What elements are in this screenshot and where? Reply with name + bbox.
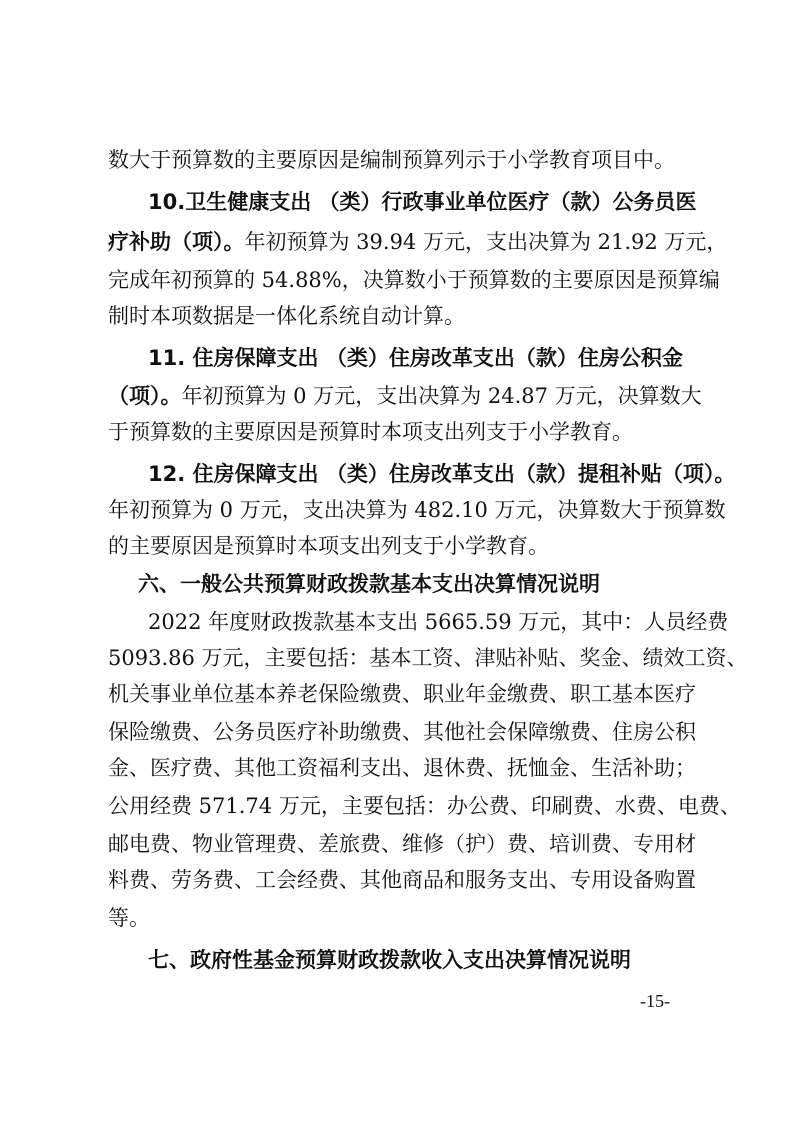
section-heading-6 xyxy=(138,566,600,602)
text-segment: 等。 xyxy=(108,906,150,930)
text-segment: 完成年初预算的 54.88%，决算数小于预算数的主要原因是预算编 xyxy=(108,268,720,292)
text-segment: 七、政府性基金预算财政拨款收入支出决算情况说明 xyxy=(148,948,631,972)
text-line xyxy=(108,714,696,750)
text-segment: 的主要原因是预算时本项支出列支于小学教育。 xyxy=(108,534,549,558)
text-line xyxy=(108,788,741,824)
text-line xyxy=(108,862,696,898)
item-heading-11 xyxy=(148,340,683,376)
text-segment: 12. 住房保障支出 （类）住房改革支出（款）提租补贴（项）。 xyxy=(148,462,736,486)
text-line xyxy=(108,414,633,450)
text-segment: 2022 年度财政拨款基本支出 5665.59 万元，其中：人员经费 xyxy=(148,610,729,634)
text-line xyxy=(108,750,696,786)
text-segment: 公用经费 571.74 万元，主要包括：办公费、印刷费、水费、电费、 xyxy=(108,794,741,818)
text-segment: 年初预算为 0 万元，支出决算为 482.10 万元，决算数大于预算数 xyxy=(108,498,726,522)
text-segment: 年初预算为 39.94 万元，支出决算为 21.92 万元， xyxy=(244,230,728,254)
text-line xyxy=(108,262,720,298)
page-number: -15- xyxy=(640,991,670,1011)
item-heading-10 xyxy=(148,184,697,220)
text-line xyxy=(108,224,727,260)
text-segment: 疗补助（项）。 xyxy=(108,230,245,254)
text-line xyxy=(108,528,549,564)
text-line xyxy=(108,378,702,414)
text-line xyxy=(148,604,728,640)
text-line xyxy=(108,640,748,676)
text-segment: 机关事业单位基本养老保险缴费、职业年金缴费、职工基本医疗 xyxy=(108,682,696,706)
text-segment: 金、医疗费、其他工资福利支出、退休费、抚恤金、生活补助； xyxy=(108,756,696,780)
text-segment: （项）。 xyxy=(108,384,182,408)
text-segment: 料费、劳务费、工会经费、其他商品和服务支出、专用设备购置 xyxy=(108,868,696,892)
text-segment: 制时本项数据是一体化系统自动计算。 xyxy=(108,304,465,328)
text-segment: 于预算数的主要原因是预算时本项支出列支于小学教育。 xyxy=(108,420,633,444)
text-segment: 数大于预算数的主要原因是编制预算列示于小学教育项目中。 xyxy=(108,148,675,172)
text-line xyxy=(108,492,726,528)
text-segment: 年初预算为 0 万元，支出决算为 24.87 万元，决算数大 xyxy=(181,384,702,408)
text-line xyxy=(108,142,675,178)
text-segment: 六、一般公共预算财政拨款基本支出决算情况说明 xyxy=(138,572,600,596)
text-segment: 11. 住房保障支出 （类）住房改革支出（款）住房公积金 xyxy=(148,346,683,370)
text-segment: 邮电费、物业管理费、差旅费、维修（护）费、培训费、专用材 xyxy=(108,832,696,856)
text-line xyxy=(108,826,696,862)
text-line xyxy=(108,900,150,936)
item-heading-12 xyxy=(148,456,735,492)
text-segment: 10.卫生健康支出 （类）行政事业单位医疗（款）公务员医 xyxy=(148,190,697,214)
section-heading-7 xyxy=(148,942,631,978)
text-segment: 5093.86 万元，主要包括：基本工资、津贴补贴、奖金、绩效工资、 xyxy=(108,646,748,670)
text-line xyxy=(108,676,696,712)
text-segment: 保险缴费、公务员医疗补助缴费、其他社会保障缴费、住房公积 xyxy=(108,720,696,744)
text-line xyxy=(108,298,465,334)
